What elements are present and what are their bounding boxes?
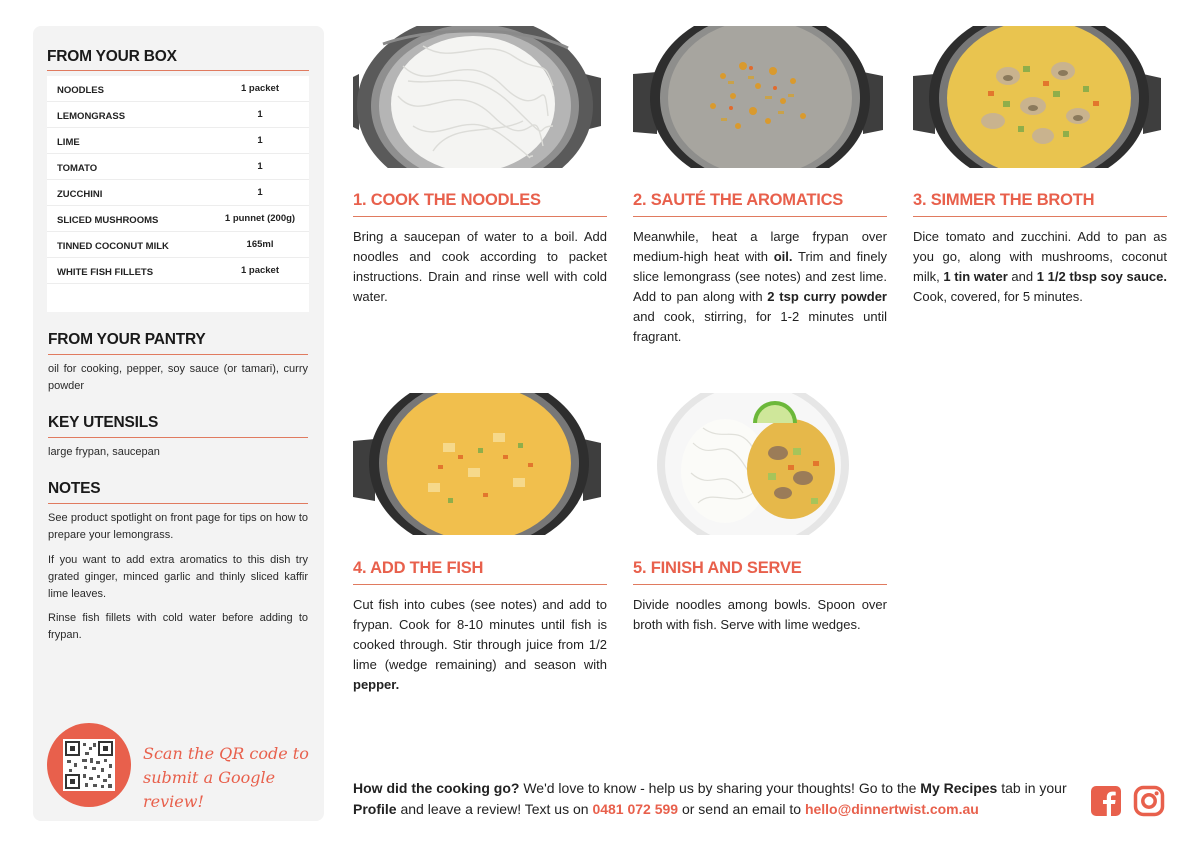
step-text-part: and — [1007, 269, 1037, 284]
step-text-bold: pepper. — [353, 677, 400, 692]
utensils-section-title: KEY UTENSILS — [48, 414, 159, 431]
pantry-text: oil for cooking, pepper, soy sauce (or tamari), curry powder — [48, 363, 308, 392]
step-text-bold: oil. — [773, 249, 793, 264]
ingredient-name: WHITE FISH FILLETS — [57, 267, 154, 278]
step-5 — [633, 393, 887, 643]
step-rule — [913, 216, 1167, 217]
ingredient-name: LEMONGRASS — [57, 111, 126, 122]
qr-code-badge[interactable] — [47, 723, 131, 807]
step-rule — [353, 216, 607, 217]
fish-curry-in-pan-photo — [353, 393, 607, 535]
notes-section-rule — [48, 503, 308, 504]
ingredients-table — [47, 76, 309, 312]
step-text-part: Trim and finely slice lemongrass (see notes) and zest lime. Add to pan along with — [633, 249, 887, 304]
step-text: Divide noodles among bowls. Spoon over broth with fish. Serve with lime wedges. — [633, 597, 887, 632]
ingredient-name: LIME — [57, 137, 80, 148]
step-3 — [913, 26, 1167, 326]
footer-text: tab in your — [997, 780, 1067, 796]
step-title: 3. SIMMER THE BROTH — [913, 191, 1095, 209]
step-text — [353, 595, 607, 695]
broth-in-pan-photo — [913, 26, 1167, 168]
ingredient-row — [47, 102, 309, 128]
step-text-bold: 1 tin water — [943, 269, 1008, 284]
recipe-sidebar — [33, 26, 324, 821]
step-rule — [633, 584, 887, 585]
step-title: 5. FINISH AND SERVE — [633, 559, 802, 577]
qr-code-icon — [63, 739, 115, 791]
ingredient-name: SLICED MUSHROOMS — [57, 215, 159, 226]
ingredient-name: TOMATO — [57, 163, 98, 174]
qr-review-text — [143, 742, 313, 814]
my-recipes-link[interactable]: My Recipes — [920, 780, 998, 796]
pantry-section-title: FROM YOUR PANTRY — [48, 331, 206, 348]
step-rule — [633, 216, 887, 217]
footer-text: We'd love to know - help us by sharing your thoughts! Go to the — [519, 780, 921, 796]
ingredient-row — [47, 128, 309, 154]
qr-text-line1: Scan the QR code to — [143, 744, 309, 763]
ingredient-name: TINNED COCONUT MILK — [57, 241, 169, 252]
qr-text-line2: submit a Google review! — [143, 768, 276, 811]
step-text-part: Dice tomato and zucchini. Add to pan as you go, along with mushrooms, coconut milk, — [913, 229, 1167, 284]
email-link[interactable]: hello@dinnertwist.com.au — [804, 801, 979, 817]
step-text: Bring a saucepan of water to a boil. Add noodles and cook according to packet instructions. Drain and rinse well with cold water. — [353, 229, 607, 304]
footer-question: How did the cooking go? — [353, 780, 520, 796]
ingredient-qty: 1 — [257, 161, 263, 172]
step-2 — [633, 26, 887, 356]
step-title: 2. SAUTÉ THE AROMATICS — [633, 191, 844, 209]
ingredient-qty: 1 — [257, 187, 263, 198]
utensils-section-rule — [48, 437, 308, 438]
ingredient-row — [47, 180, 309, 206]
step-4 — [353, 393, 607, 703]
step-rule — [353, 584, 607, 585]
step-text-part: and cook, stirring, for 1-2 minutes until fragrant. — [633, 309, 887, 344]
ingredient-qty: 1 — [257, 109, 263, 120]
phone-link[interactable]: 0481 072 599 — [592, 801, 679, 817]
noodles-in-strainer-photo — [353, 26, 607, 168]
box-section-title: FROM YOUR BOX — [47, 48, 177, 65]
step-text — [913, 227, 1167, 307]
step-text-part: Cut fish into cubes (see notes) and add to frypan. Cook for 8-10 minutes until fish is cooked through. Stir through juice from 1/2 lime (wedge remaining) and season with — [353, 597, 607, 672]
step-title: 1. COOK THE NOODLES — [353, 191, 541, 209]
ingredient-row — [47, 232, 309, 258]
step-title: 4. ADD THE FISH — [353, 559, 484, 577]
ingredient-qty: 1 punnet (200g) — [224, 213, 296, 224]
step-text — [633, 227, 887, 347]
box-section-rule — [47, 70, 309, 71]
ingredient-qty: 1 packet — [240, 83, 280, 94]
feedback-footer — [353, 778, 1073, 820]
ingredient-row — [47, 154, 309, 180]
ingredient-name: ZUCCHINI — [57, 189, 103, 200]
ingredient-qty: 1 — [257, 135, 263, 146]
ingredient-qty: 165ml — [246, 239, 274, 250]
pantry-section-rule — [48, 354, 308, 355]
instagram-icon[interactable] — [1133, 785, 1165, 817]
ingredient-name: NOODLES — [57, 85, 104, 96]
footer-text: or send an email to — [678, 801, 805, 817]
ingredient-row — [47, 76, 309, 102]
step-1 — [353, 26, 607, 326]
note-item: Rinse fish fillets with cold water before adding to frypan. — [48, 612, 308, 641]
ingredient-row — [47, 258, 309, 284]
step-text-bold: 1 1/2 tbsp soy sauce. — [1036, 269, 1167, 284]
utensils-text: large frypan, saucepan — [48, 446, 160, 458]
facebook-icon[interactable] — [1090, 785, 1122, 817]
footer-text: and leave a review! Text us on — [396, 801, 593, 817]
note-item: See product spotlight on front page for tips on how to prepare your lemongrass. — [48, 512, 308, 541]
step-text-part: Cook, covered, for 5 minutes. — [913, 289, 1083, 304]
step-text-part: Meanwhile, heat a large frypan over medium-high heat with — [633, 229, 887, 264]
ingredient-row — [47, 206, 309, 232]
notes-section-title: NOTES — [48, 480, 101, 497]
ingredient-qty: 1 packet — [240, 265, 280, 276]
step-text-bold: 2 tsp curry powder — [767, 289, 887, 304]
note-item: If you want to add extra aromatics to this dish try grated ginger, minced garlic and thinly sliced kaffir lime leaves. — [48, 554, 308, 600]
plated-dish-photo — [633, 393, 887, 535]
profile-link[interactable]: Profile — [353, 801, 397, 817]
aromatics-in-pan-photo — [633, 26, 887, 168]
